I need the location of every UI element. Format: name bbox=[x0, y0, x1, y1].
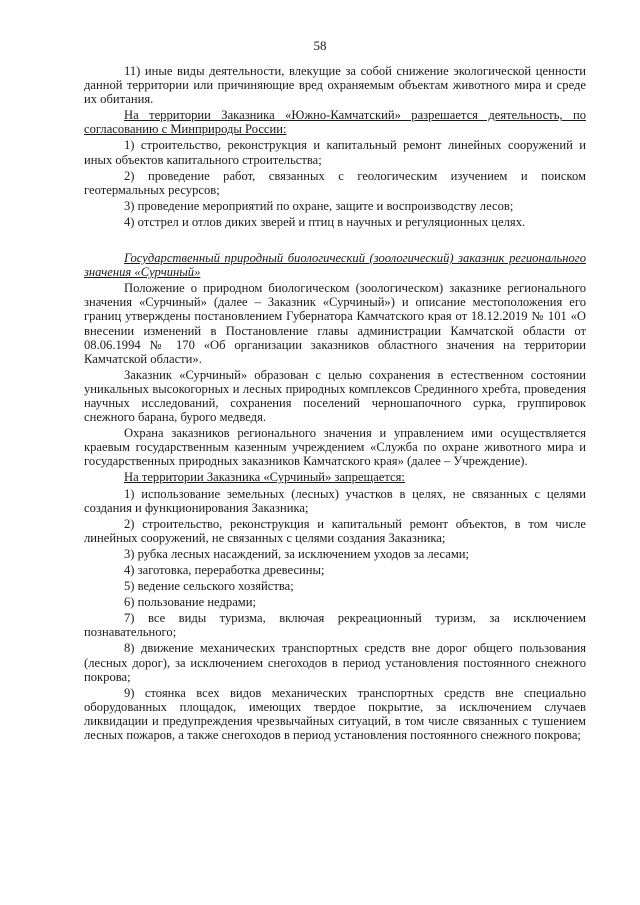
allowed-item-1: 1) строительство, реконструкция и капитальный ремонт линейных сооружений и иных объектов капитального строительства; bbox=[84, 138, 586, 167]
prohibited-item-5: 5) ведение сельского хозяйства; bbox=[124, 579, 294, 594]
prohibited-item-4: 4) заготовка, переработка древесины; bbox=[124, 563, 325, 577]
prohibited-item-8: 8) движение механических транспортных средств вне дорог общего пользования (лесных дорог), за исключением снегоходов в период установления постоянного снежного покрова; bbox=[84, 641, 586, 684]
allowed-activities-intro: На территории Заказника «Южно-Камчатский» разрешается деятельность, по согласованию с Минприроды России: bbox=[84, 108, 586, 137]
prohibited-item-7: 7) все виды туризма, включая рекреационный туризм, за исключением познавательного; bbox=[84, 611, 586, 640]
prohibited-item-6: 6) пользование недрами; bbox=[124, 595, 256, 610]
allowed-item-4: 4) отстрел и отлов диких зверей и птиц в научных и регуляционных целях. bbox=[124, 214, 526, 229]
protection-paragraph: Охрана заказников регионального значения и управлением ими осуществляется краевым государственным казенным учреждением «Служба по охране животного мира и государственных природных заказников Камчатского края» (далее – Учреждение). bbox=[84, 426, 586, 469]
prohibited-intro-text: На территории Заказника «Сурчиный» запрещается: bbox=[124, 470, 405, 485]
purpose-paragraph: Заказник «Сурчиный» образован с целью сохранения в естественном состоянии уникальных высокогорных и лесных природных комплексов Срединного хребта, проведения научных исследований, сохранения поселений черношапочного сурка, группировок снежного барана, бурого медведя. bbox=[84, 367, 586, 425]
prohibited-item-9: 9) стоянка всех видов механических транспортных средств вне специально оборудованных площадок, имеющих твердое покрытие, за исключением случаев ликвидации и предупреждения чрезвычайных ситуаций, в том числе связанных с тушением лесных пожаров, а также снегоходов в период установления постоянного снежного покрова; bbox=[84, 685, 586, 743]
allowed-item-3: 3) проведение мероприятий по охране, защите и воспроизводству лесов; bbox=[124, 198, 514, 213]
prohibited-item-1: 1) использование земельных (лесных) участков в целях, не связанных с целями создания и функционирования Заказника; bbox=[84, 486, 586, 515]
page-number: 58 bbox=[313, 38, 327, 53]
prohibited-item-3: 3) рубка лесных насаждений, за исключением уходов за лесами; bbox=[124, 546, 470, 561]
document-body bbox=[84, 64, 586, 744]
prohibited-intro bbox=[84, 470, 586, 484]
paragraph-item-11: 11) иные виды деятельности, влекущие за собой снижение экологической ценности данной территории или причиняющие вред охраняемым объектам животного мира и среде их обитания. bbox=[84, 64, 586, 107]
allowed-item-2: 2) проведение работ, связанных с геологическим изучением и поиском геотермальных ресурсов; bbox=[84, 168, 586, 197]
prohibited-item-2: 2) строительство, реконструкция и капитальный ремонт объектов, в том числе линейных сооружений, не связанных с целями создания Заказника; bbox=[84, 516, 586, 545]
regulation-paragraph: Положение о природном биологическом (зоологическом) заказнике регионального значения «Сурчиный» (далее – Заказник «Сурчиный») и описание местоположения его границ утверждены постановлением Губернатора Камчатского края от 18.12.2019 № 101 «О внесении изменений в Постановление главы администрации Камчатской области от 08.06.1994 № 170 «Об организации заказников областного значения на территории Камчатской области». bbox=[84, 281, 586, 366]
section-heading: Государственный природный биологический (зоологический) заказник регионального значения «Сурчиный» bbox=[84, 251, 586, 280]
